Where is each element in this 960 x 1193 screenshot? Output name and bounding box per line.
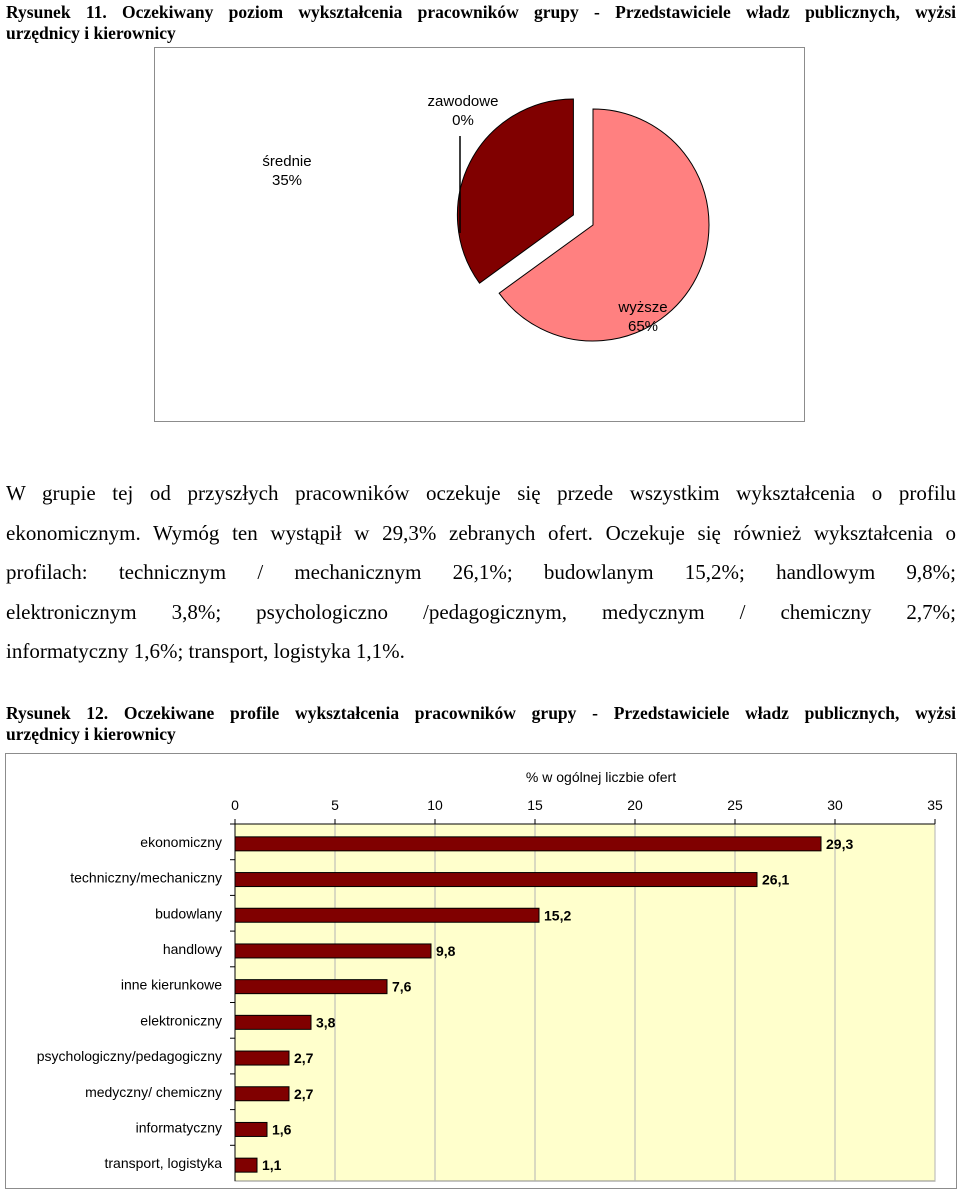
- bar: [235, 873, 757, 887]
- bar-chart: [5, 753, 957, 1189]
- bar-value-label: 15,2: [544, 907, 572, 924]
- paragraph-line: elektronicznym 3,8%; psychologiczno /pedagogicznym, medycznym / chemiczny 2,7%;: [6, 599, 956, 624]
- bar-value-label: 26,1: [762, 871, 790, 888]
- x-tick-label: 0: [231, 797, 239, 813]
- bar-value-label: 2,7: [294, 1050, 314, 1067]
- bar-value-label: 9,8: [436, 942, 456, 959]
- bar: [235, 1158, 257, 1172]
- category-label: handlowy: [162, 940, 222, 957]
- paragraph-line: ekonomicznym. Wymóg ten wystąpił w 29,3% zebranych ofert. Oczekuje się również wykształcenia o: [6, 520, 956, 545]
- caption-line: urzędnicy i kierownicy: [6, 23, 176, 43]
- pie-chart-canvas: [155, 48, 804, 421]
- category-label: budowlany: [155, 905, 222, 922]
- pie-chart: [154, 47, 805, 422]
- figure-11-caption: [6, 2, 956, 44]
- pie-value-label: 35%: [271, 172, 303, 189]
- bar: [235, 1122, 267, 1136]
- paragraph-line: profilach: technicznym / mechanicznym 26,1%; budowlanym 15,2%; handlowym 9,8%;: [6, 560, 956, 584]
- bar-value-label: 1,6: [272, 1121, 292, 1138]
- bar: [235, 908, 539, 922]
- category-label: inne kierunkowe: [120, 976, 222, 993]
- bar-value-label: 7,6: [392, 978, 412, 995]
- x-tick-label: 5: [331, 797, 339, 813]
- bar: [235, 980, 387, 994]
- category-label: informatyczny: [135, 1119, 222, 1136]
- x-tick-label: 15: [527, 797, 543, 813]
- x-tick-label: 25: [727, 797, 743, 813]
- bar: [235, 944, 431, 958]
- bar-value-label: 2,7: [294, 1085, 314, 1102]
- chart-title: % w ogólnej liczbie ofert: [525, 769, 677, 785]
- bar-chart-canvas: [6, 754, 956, 1188]
- x-tick-label: 20: [627, 797, 643, 813]
- bar-value-label: 3,8: [316, 1014, 336, 1031]
- pie-label: średnie: [262, 153, 312, 170]
- caption-line: Rysunek 11. Oczekiwany poziom wykształcenia pracowników grupy - Przedstawiciele władz publicznych, wyżsi: [6, 2, 956, 22]
- category-label: psychologiczny/pedagogiczny: [36, 1048, 222, 1065]
- x-tick-label: 35: [927, 797, 943, 813]
- category-label: elektroniczny: [140, 1012, 222, 1029]
- bar-value-label: 29,3: [826, 835, 854, 852]
- bar: [235, 1087, 289, 1101]
- category-label: techniczny/mechaniczny: [70, 869, 222, 886]
- x-tick-label: 10: [427, 797, 443, 813]
- figure-12-caption: [6, 703, 956, 745]
- bar-value-label: 1,1: [262, 1157, 282, 1174]
- bar: [235, 1051, 289, 1065]
- x-tick-label: 30: [827, 797, 843, 813]
- category-label: medyczny/ chemiczny: [85, 1083, 222, 1100]
- caption-line: Rysunek 12. Oczekiwane profile wykształcenia pracowników grupy - Przedstawiciele władz publicznych, wyżsi: [6, 703, 956, 723]
- pie-value-label: 65%: [627, 318, 659, 335]
- body-paragraph: [6, 474, 956, 672]
- paragraph-line: W grupie tej od przyszłych pracowników oczekuje się przede wszystkim wykształcenia o profilu: [6, 481, 956, 505]
- pie-label: zawodowe: [427, 93, 499, 110]
- pie-label: wyższe: [618, 299, 668, 316]
- caption-line: urzędnicy i kierownicy: [6, 724, 176, 744]
- paragraph-line: informatyczny 1,6%; transport, logistyka 1,1%.: [6, 639, 405, 663]
- bar: [235, 837, 821, 851]
- category-label: transport, logistyka: [104, 1155, 222, 1172]
- pie-value-label: 0%: [452, 112, 474, 129]
- category-label: ekonomiczny: [140, 833, 222, 850]
- bar: [235, 1015, 311, 1029]
